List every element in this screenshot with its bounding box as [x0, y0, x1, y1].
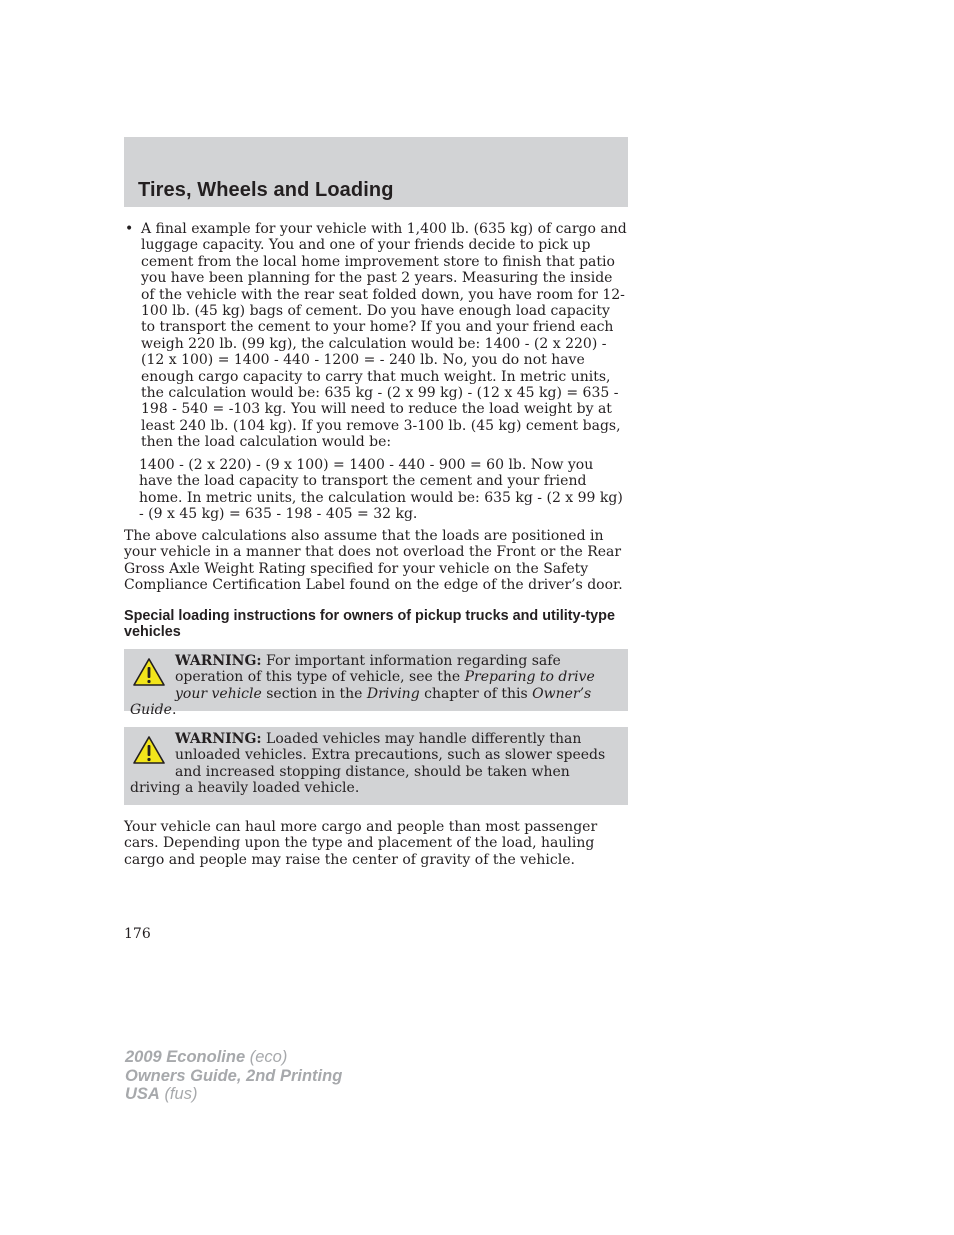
- warning-text-part: Loaded vehicles may handle differently than unloaded vehicles. Extra precautions, such as slower speeds and increased stopping distance, should be taken when driving a heavily loaded vehicle.: [130, 731, 606, 797]
- warning-label: WARNING:: [175, 731, 262, 747]
- warning-triangle-icon: [132, 657, 166, 687]
- warning-box-loaded-vehicles: [124, 727, 628, 805]
- warning-box-safe-operation: [124, 649, 628, 719]
- warning-triangle-icon: [132, 735, 166, 765]
- warning-text-part: For important information regarding safe operation of this type of vehicle, see the: [175, 653, 561, 686]
- warning-text-part: .: [171, 702, 177, 719]
- warning-italic-ref: Preparing to drive your vehicle: [175, 669, 595, 702]
- footer-line-market: [125, 1085, 525, 1104]
- bullet-text: A final example for your vehicle with 1,400 lb. (635 kg) of cargo and luggage capacity. You and one of your friends decide to pick up cement from the local home improvement store to finish that patio you have been planning for the past 2 years. Measuring the inside of the vehicle with the rear seat folded down, you have room for 12-100 lb. (45 kg) bags of cement. Do you have enough load capacity to transport the cement to your home? If you and your friend each weigh 220 lb. (99 kg), the calculation would be: 1400 - (2 x 220) - (12 x 100) = 1400 - 440 - 1200 = - 240 lb. No, you do not have enough cargo capacity to carry that much weight. In metric units, the calculation would be: 635 kg - (2 x 99 kg) - (12 x 45 kg) = 635 - 198 - 540 = -103 kg. You will need to reduce the load weight by at least 240 lb. (104 kg). If you remove 3-100 lb. (45 kg) cement bags, then the load calculation would be:: [141, 221, 627, 451]
- cargo-paragraph: Your vehicle can haul more cargo and people than most passenger cars. Depending upon the type and placement of the load, hauling cargo and people may raise the center of gravity of the vehicle.: [124, 819, 598, 868]
- warning-text: [130, 653, 620, 719]
- axle-rating-paragraph: The above calculations also assume that the loads are positioned in your vehicle in a manner that does not overload the Front or the Rear Gross Axle Weight Rating specified for your vehicle on the Safety Compliance Certification Label found on the edge of the driver’s door.: [124, 528, 623, 594]
- footer: [125, 1048, 525, 1104]
- warning-text-part: section in the: [261, 685, 367, 702]
- warning-text-part: chapter of this: [419, 685, 533, 702]
- footer-model: 2009 Econoline: [125, 1048, 246, 1066]
- warning-text: [130, 731, 620, 797]
- footer-line-guide: [125, 1067, 525, 1086]
- warning-label: WARNING:: [175, 653, 262, 669]
- load-calculation: 1400 - (2 x 220) - (9 x 100) = 1400 - 440 - 900 = 60 lb. Now you have the load capacity to transport the cement and your friend home. In metric units, the calculation would be: 635 kg - (2 x 99 kg) - (9 x 45 kg) = 635 - 198 - 405 = 32 kg.: [139, 457, 623, 523]
- footer-market: USA: [125, 1085, 160, 1103]
- warning-italic-ref: Driving: [366, 685, 420, 702]
- bullet-item: [124, 221, 628, 451]
- bullet-list: [124, 221, 628, 451]
- section-header-band: [124, 137, 628, 207]
- footer-line-model: [125, 1048, 525, 1067]
- warning-italic-ref: Owner’s Guide: [130, 685, 592, 719]
- page-number: 176: [124, 926, 151, 942]
- footer-market-code: (fus): [164, 1085, 198, 1103]
- bullet-icon: •: [125, 221, 134, 237]
- footer-guide: Owners Guide, 2nd Printing: [125, 1066, 343, 1085]
- section-title: Tires, Wheels and Loading: [138, 179, 394, 201]
- subheading: Special loading instructions for owners of pickup trucks and utility-type vehicles: [124, 608, 615, 641]
- footer-model-code: (eco): [249, 1048, 288, 1066]
